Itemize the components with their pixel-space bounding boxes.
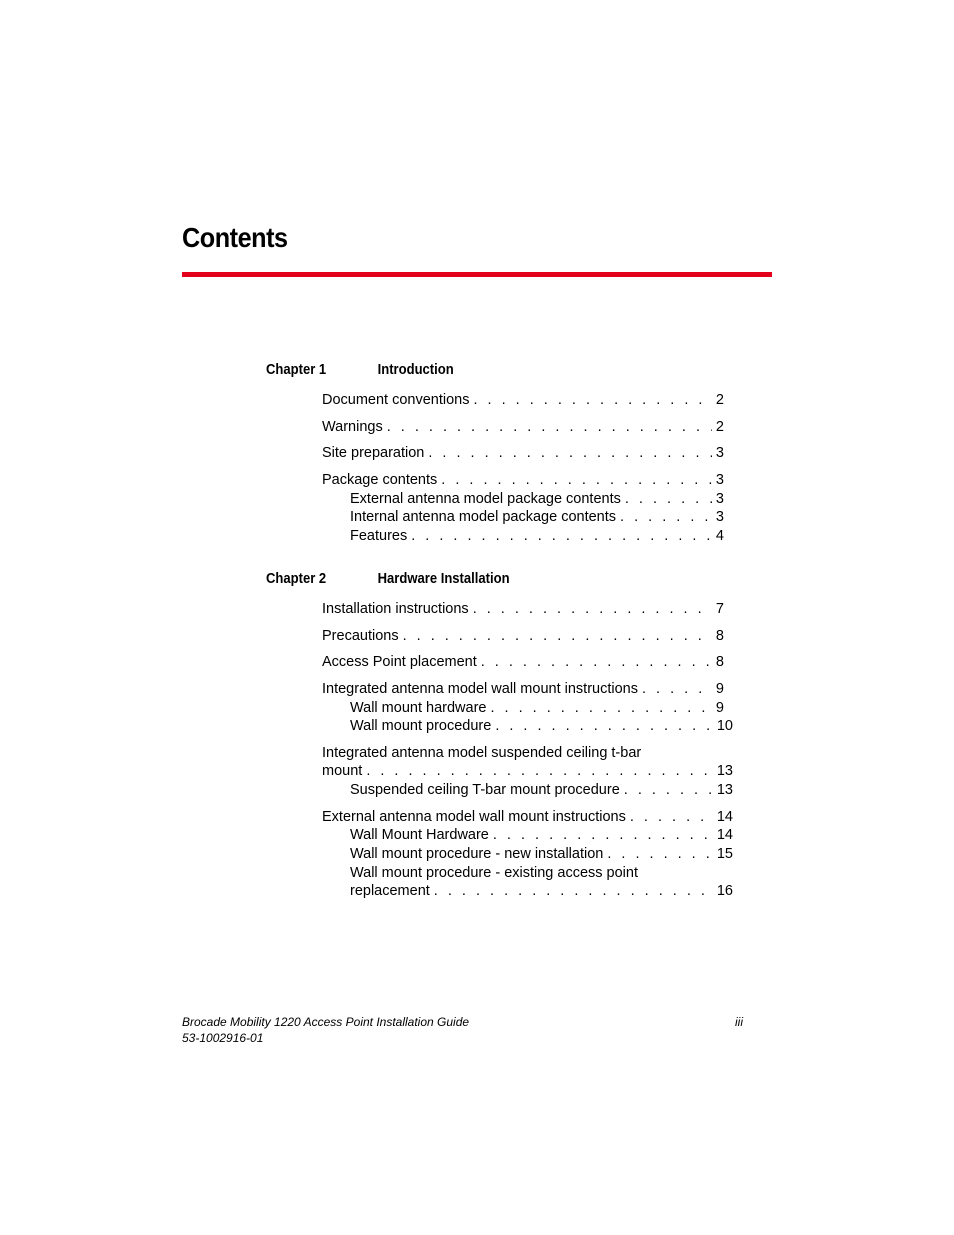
toc-entry-wall-mount-hardware-2[interactable] xyxy=(350,827,733,843)
leader-dots xyxy=(495,718,713,734)
toc-page-number: 16 xyxy=(716,883,733,899)
leader-dots xyxy=(642,681,712,697)
toc-page-number: 14 xyxy=(716,809,733,825)
chapter-2-heading xyxy=(266,571,510,587)
toc-entry-label: Suspended ceiling T-bar mount procedure xyxy=(350,782,620,798)
toc-entry-label: Package contents xyxy=(322,472,438,488)
chapter-number: Chapter 2 xyxy=(266,571,327,587)
toc-page-number: 10 xyxy=(716,718,733,734)
toc-entry-label: Document conventions xyxy=(322,392,470,408)
leader-dots xyxy=(474,392,712,408)
toc-entry-label: Warnings xyxy=(322,419,383,435)
toc-page-number: 7 xyxy=(715,601,724,617)
footer-page-number: iii xyxy=(735,1015,743,1029)
title-rule xyxy=(182,272,772,277)
leader-dots xyxy=(625,491,712,507)
chapter-number: Chapter 1 xyxy=(266,362,327,378)
toc-entry-label: Access Point placement xyxy=(322,654,477,670)
toc-entry-label: Installation instructions xyxy=(322,601,469,617)
toc-entry-suspended-procedure[interactable] xyxy=(350,782,733,798)
toc-page-number: 4 xyxy=(715,528,724,544)
toc-entry-label: Wall Mount Hardware xyxy=(350,827,489,843)
toc-entry-external-package[interactable] xyxy=(350,491,724,507)
toc-page-number: 13 xyxy=(716,782,733,798)
toc-page-number: 9 xyxy=(715,700,724,716)
leader-dots xyxy=(607,846,713,862)
toc-page-number: 8 xyxy=(715,654,724,670)
toc-entry-label: Integrated antenna model wall mount instructions xyxy=(322,681,638,697)
toc-entry-label: replacement xyxy=(350,883,430,899)
chapter-title: Introduction xyxy=(377,362,454,378)
toc-entry-label: Wall mount procedure - new installation xyxy=(350,846,604,862)
toc-entry-label: Wall mount procedure xyxy=(350,718,492,734)
toc-entry-installation-instructions[interactable] xyxy=(322,601,724,617)
leader-dots xyxy=(493,827,713,843)
leader-dots xyxy=(366,763,713,779)
toc-entry-precautions[interactable] xyxy=(322,628,724,644)
leader-dots xyxy=(620,509,712,525)
toc-entry-integrated-ceiling[interactable] xyxy=(322,763,733,779)
toc-page-number: 3 xyxy=(715,472,724,488)
toc-entry-internal-package[interactable] xyxy=(350,509,724,525)
leader-dots xyxy=(630,809,713,825)
leader-dots xyxy=(434,883,713,899)
toc-page-number: 15 xyxy=(716,846,733,862)
leader-dots xyxy=(473,601,712,617)
toc-page-number: 8 xyxy=(715,628,724,644)
toc-entry-label: Features xyxy=(350,528,408,544)
toc-entry-wall-mount-existing-line1[interactable]: Wall mount procedure - existing access point xyxy=(350,865,638,881)
leader-dots xyxy=(428,445,712,461)
toc-entry-document-conventions[interactable] xyxy=(322,392,724,408)
toc-page-number: 14 xyxy=(716,827,733,843)
leader-dots xyxy=(403,628,712,644)
toc-entry-features[interactable] xyxy=(350,528,724,544)
toc-entry-label: External antenna model package contents xyxy=(350,491,621,507)
toc-entry-label: Precautions xyxy=(322,628,399,644)
toc-entry-label: Wall mount hardware xyxy=(350,700,487,716)
leader-dots xyxy=(624,782,713,798)
leader-dots xyxy=(481,654,712,670)
toc-page-number: 2 xyxy=(715,419,724,435)
toc-entry-warnings[interactable] xyxy=(322,419,724,435)
chapter-1-heading xyxy=(266,362,454,378)
toc-entry-wall-mount-new[interactable] xyxy=(350,846,733,862)
toc-entry-wall-mount-procedure[interactable] xyxy=(350,718,733,734)
toc-page-number: 13 xyxy=(716,763,733,779)
toc-entry-label: Internal antenna model package contents xyxy=(350,509,617,525)
leader-dots xyxy=(441,472,712,488)
toc-page-number: 3 xyxy=(715,509,724,525)
toc-entry-label: External antenna model wall mount instructions xyxy=(322,809,626,825)
leader-dots xyxy=(490,700,711,716)
toc-entry-wall-mount-existing[interactable] xyxy=(350,883,733,899)
toc-entry-label: Site preparation xyxy=(322,445,425,461)
page-title: Contents xyxy=(182,222,288,253)
toc-page-number: 9 xyxy=(715,681,724,697)
leader-dots xyxy=(411,528,712,544)
footer-doc-number: 53-1002916-01 xyxy=(182,1031,264,1045)
toc-entry-external-wall[interactable] xyxy=(322,809,733,825)
toc-page-number: 2 xyxy=(715,392,724,408)
toc-entry-site-preparation[interactable] xyxy=(322,445,724,461)
footer-guide-title: Brocade Mobility 1220 Access Point Installation Guide xyxy=(182,1015,470,1029)
toc-entry-ap-placement[interactable] xyxy=(322,654,724,670)
chapter-title: Hardware Installation xyxy=(377,571,510,587)
toc-entry-integrated-wall[interactable] xyxy=(322,681,724,697)
toc-entry-label: mount xyxy=(322,763,363,779)
toc-page-number: 3 xyxy=(715,491,724,507)
leader-dots xyxy=(387,419,712,435)
toc-entry-integrated-ceiling-line1[interactable]: Integrated antenna model suspended ceiling t-bar xyxy=(322,745,642,761)
toc-page-number: 3 xyxy=(715,445,724,461)
toc-entry-package-contents[interactable] xyxy=(322,472,724,488)
toc-entry-wall-mount-hardware[interactable] xyxy=(350,700,724,716)
